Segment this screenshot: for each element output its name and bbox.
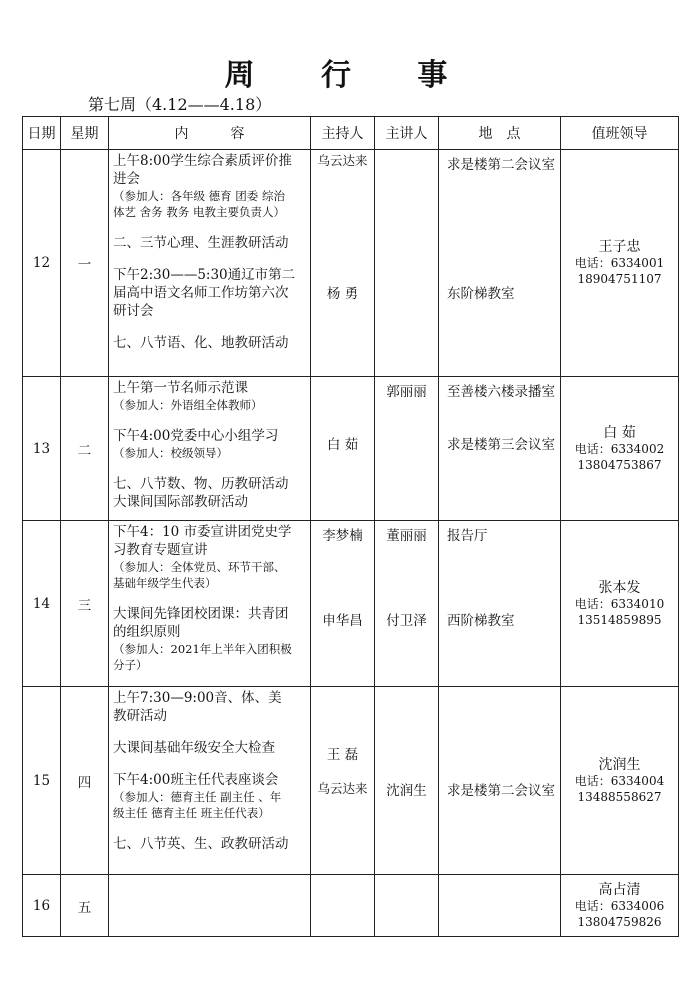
content-line: 下午4:00党委中心小组学习 — [113, 428, 279, 444]
location-text: 东阶梯教室 — [447, 286, 515, 302]
content-line: 下午4：10 市委宣讲团党史学 — [113, 524, 292, 540]
host-cell — [311, 875, 375, 937]
content-line: 届高中语文名师工作坊第六次 — [113, 285, 289, 301]
duty-mobile: 18904751107 — [577, 272, 662, 286]
content-cell — [109, 377, 311, 521]
content-line: （参加人：外语组全体教师） — [113, 398, 263, 412]
content-line: （参加人：各年级 德育 团委 综治 — [113, 189, 285, 203]
location-cell — [439, 150, 561, 377]
content-line: 体艺 舍务 教务 电教主要负责人） — [113, 205, 285, 219]
weekday-cell: 二 — [61, 377, 109, 521]
date-cell: 15 — [23, 687, 61, 875]
content-cell — [109, 150, 311, 377]
duty-cell — [561, 521, 679, 687]
table-row — [23, 521, 679, 687]
header-speaker: 主讲人 — [375, 117, 439, 150]
content-line: 下午4:00班主任代表座谈会 — [113, 772, 279, 788]
content-cell — [109, 875, 311, 937]
duty-cell — [561, 875, 679, 937]
content-line: 大课间国际部教研活动 — [113, 494, 248, 510]
weekday-cell: 五 — [61, 875, 109, 937]
location-text: 求是楼第二会议室 — [447, 157, 555, 173]
header-host: 主持人 — [311, 117, 375, 150]
content-line: 基础年级学生代表） — [113, 576, 217, 590]
header-weekday: 星期 — [61, 117, 109, 150]
duty-mobile: 13488558627 — [577, 789, 662, 804]
speaker-name: 郭丽丽 — [386, 384, 427, 400]
host-name: 王 磊 — [326, 747, 359, 763]
speaker-name: 董丽丽 — [386, 528, 427, 544]
duty-name: 张本发 — [598, 579, 641, 596]
header-row — [23, 117, 679, 150]
duty-cell — [561, 687, 679, 875]
speaker-cell — [375, 875, 439, 937]
host-cell — [311, 521, 375, 687]
speaker-name: 付卫泽 — [386, 613, 427, 629]
content-line: 七、八节数、物、历教研活动 — [113, 476, 289, 492]
content-line: 上午7:30—9:00音、体、美 — [113, 690, 282, 706]
content-line: 七、八节英、生、政教研活动 — [113, 836, 289, 852]
content-line: （参加人：校级领导） — [113, 446, 228, 460]
content-line: 大课间先锋团校团课：共青团 — [113, 606, 289, 622]
speaker-cell — [375, 521, 439, 687]
content-line: 教研活动 — [113, 708, 167, 724]
week-label: 第七周（4.12——4.18） — [88, 95, 272, 114]
host-cell — [311, 377, 375, 521]
location-text: 报告厅 — [447, 528, 488, 544]
content-line: 分子） — [113, 658, 148, 672]
content-line: 习教育专题宣讲 — [113, 542, 208, 558]
duty-cell — [561, 150, 679, 377]
location-text: 西阶梯教室 — [447, 613, 515, 629]
speaker-cell — [375, 150, 439, 377]
content-line: 七、八节语、化、地教研活动 — [113, 335, 289, 351]
host-cell — [311, 150, 375, 377]
content-line: 研讨会 — [113, 303, 154, 319]
content-cell — [109, 687, 311, 875]
speaker-cell — [375, 687, 439, 875]
table-row — [23, 687, 679, 875]
host-name: 乌云达来 — [317, 781, 368, 796]
content-line: 下午2:30——5:30通辽市第二 — [113, 267, 296, 283]
duty-mobile: 13804753867 — [577, 457, 662, 472]
content-line: （参加人：2021年上半年入团积极 — [113, 642, 292, 656]
weekday-cell: 三 — [61, 521, 109, 687]
header-date: 日期 — [23, 117, 61, 150]
content-line: 上午第一节名师示范课 — [113, 380, 248, 396]
duty-phone: 电话：6334001 — [574, 256, 665, 270]
location-cell — [439, 875, 561, 937]
content-line: 的组织原则 — [113, 624, 181, 640]
content-line: 进会 — [113, 171, 140, 187]
table-row — [23, 875, 679, 937]
duty-name: 王子忠 — [598, 239, 641, 255]
duty-mobile: 13514859895 — [577, 612, 662, 627]
content-line: 大课间基础年级安全大检查 — [113, 740, 275, 756]
location-text: 至善楼六楼录播室 — [447, 384, 555, 400]
date-cell: 14 — [23, 521, 61, 687]
header-duty: 值班领导 — [561, 117, 679, 150]
location-text: 求是楼第三会议室 — [447, 437, 555, 453]
page-title: 周 行 事 — [224, 58, 476, 93]
schedule-table — [22, 116, 679, 937]
weekday-cell: 一 — [61, 150, 109, 377]
duty-phone: 电话：6334004 — [574, 773, 665, 788]
location-cell — [439, 687, 561, 875]
date-cell: 13 — [23, 377, 61, 521]
content-line: 二、三节心理、生涯教研活动 — [113, 235, 289, 251]
content-line: （参加人：德育主任 副主任 、年 — [113, 790, 282, 804]
header-location: 地 点 — [439, 117, 561, 150]
duty-phone: 电话：6334010 — [574, 596, 665, 611]
speaker-cell — [375, 377, 439, 521]
weekday-cell: 四 — [61, 687, 109, 875]
header-content: 内 容 — [109, 117, 311, 150]
host-name: 白 茹 — [326, 437, 359, 453]
location-text: 求是楼第二会议室 — [447, 783, 555, 799]
duty-cell — [561, 377, 679, 521]
table-row — [23, 150, 679, 377]
content-cell — [109, 521, 311, 687]
host-name: 杨 勇 — [326, 286, 359, 302]
table-row — [23, 377, 679, 521]
date-cell: 16 — [23, 875, 61, 937]
duty-phone: 电话：6334002 — [574, 441, 665, 456]
location-cell — [439, 377, 561, 521]
speaker-name: 沈润生 — [386, 783, 427, 799]
duty-name: 沈润生 — [598, 756, 641, 773]
location-cell — [439, 521, 561, 687]
host-name: 李梦楠 — [322, 528, 363, 544]
date-cell: 12 — [23, 150, 61, 377]
duty-phone: 电话：6334006 — [574, 898, 665, 913]
content-line: （参加人：全体党员、环节干部、 — [113, 560, 286, 574]
duty-name: 高占清 — [598, 881, 641, 898]
host-cell — [311, 687, 375, 875]
duty-mobile: 13804759826 — [577, 914, 662, 929]
content-line: 上午8:00学生综合素质评价推 — [113, 153, 292, 169]
duty-name: 白 茹 — [603, 424, 636, 441]
host-name: 乌云达来 — [317, 153, 368, 168]
content-line: 级主任 德育主任 班主任代表） — [113, 806, 270, 820]
host-name: 申华昌 — [322, 613, 363, 629]
